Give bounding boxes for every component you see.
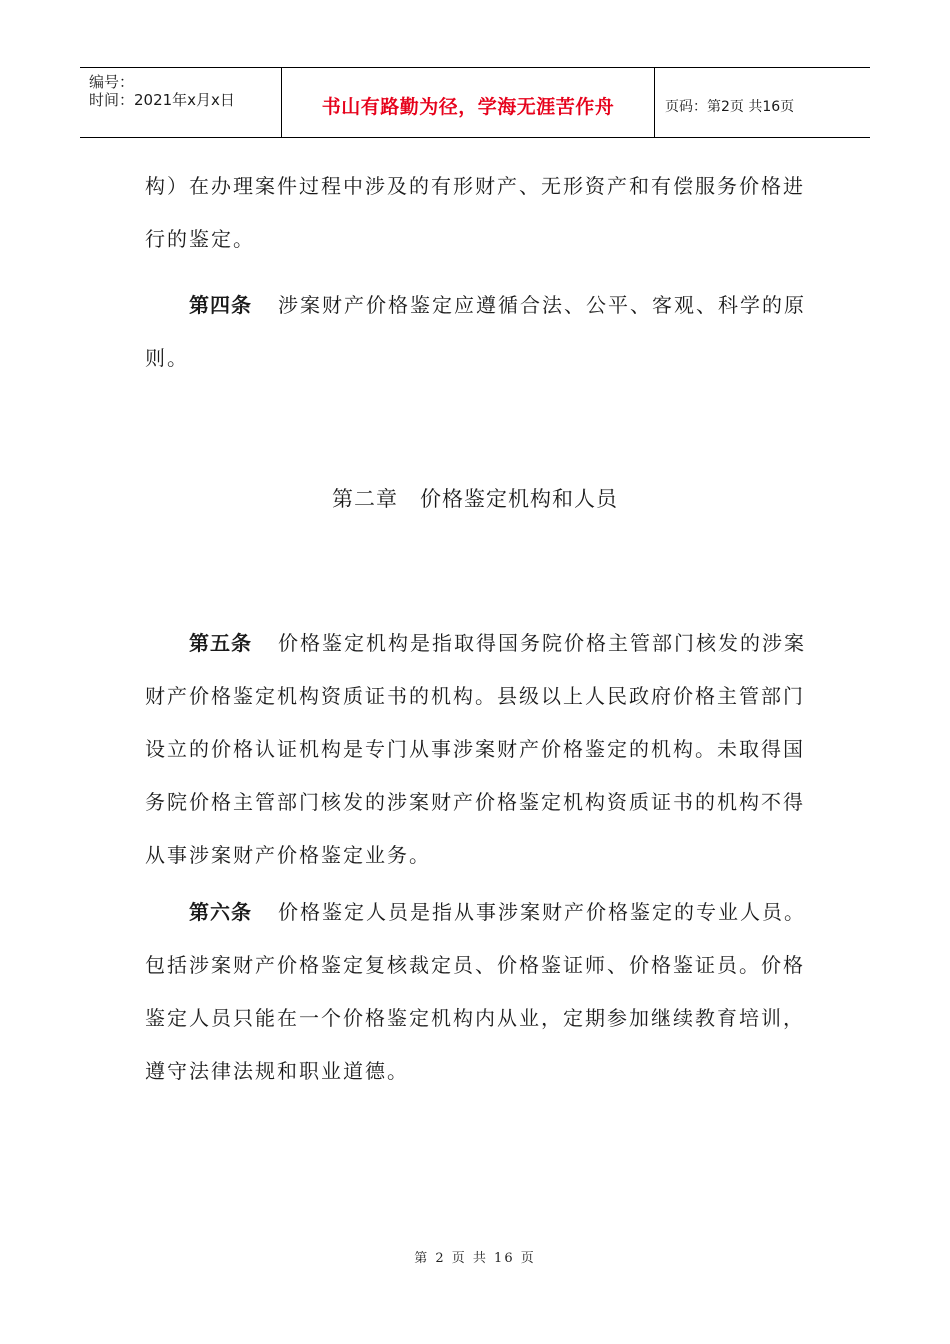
- header-page-info: 页码：第2页 共16页: [665, 98, 795, 115]
- header-motto: 书山有路勤为径，学海无涯苦作舟: [282, 68, 655, 137]
- article-6-text: 价格鉴定人员是指从事涉案财产价格鉴定的专业人员。包括涉案财产价格鉴定复核裁定员、价格鉴证师、价格鉴证员。价格鉴定人员只能在一个价格鉴定机构内从业，定期参加继续教育培训，遵守法律法规和职业道德。: [145, 900, 806, 1083]
- page-footer: 第 2 页 共 16 页: [414, 1251, 536, 1266]
- article-4: [145, 279, 810, 385]
- page-header: [80, 67, 870, 138]
- article-4-number: 第四条: [189, 293, 252, 317]
- article-5: [145, 617, 810, 882]
- date-label: 时间：2021年x月x日: [89, 91, 235, 109]
- article-5-text: 价格鉴定机构是指取得国务院价格主管部门核发的涉案财产价格鉴定机构资质证书的机构。县级以上人民政府价格主管部门设立的价格认证机构是专门从事涉案财产价格鉴定的机构。未取得国务院价格主管部门核发的涉案财产价格鉴定机构资质证书的机构不得从事涉案财产价格鉴定业务。: [145, 631, 806, 867]
- continued-paragraph: 构）在办理案件过程中涉及的有形财产、无形资产和有偿服务价格进行的鉴定。: [145, 174, 805, 251]
- chapter-title: 价格鉴定机构和人员: [420, 487, 618, 511]
- chapter-number: 第二章: [332, 487, 398, 511]
- article-6: [145, 886, 810, 1098]
- article-4-text: 涉案财产价格鉴定应遵循合法、公平、客观、科学的原则。: [145, 293, 806, 370]
- chapter-heading: [0, 483, 950, 513]
- header-meta: [80, 68, 282, 137]
- article-6-number: 第六条: [189, 900, 252, 924]
- article-5-number: 第五条: [189, 631, 252, 655]
- number-label: 编号：: [89, 73, 135, 91]
